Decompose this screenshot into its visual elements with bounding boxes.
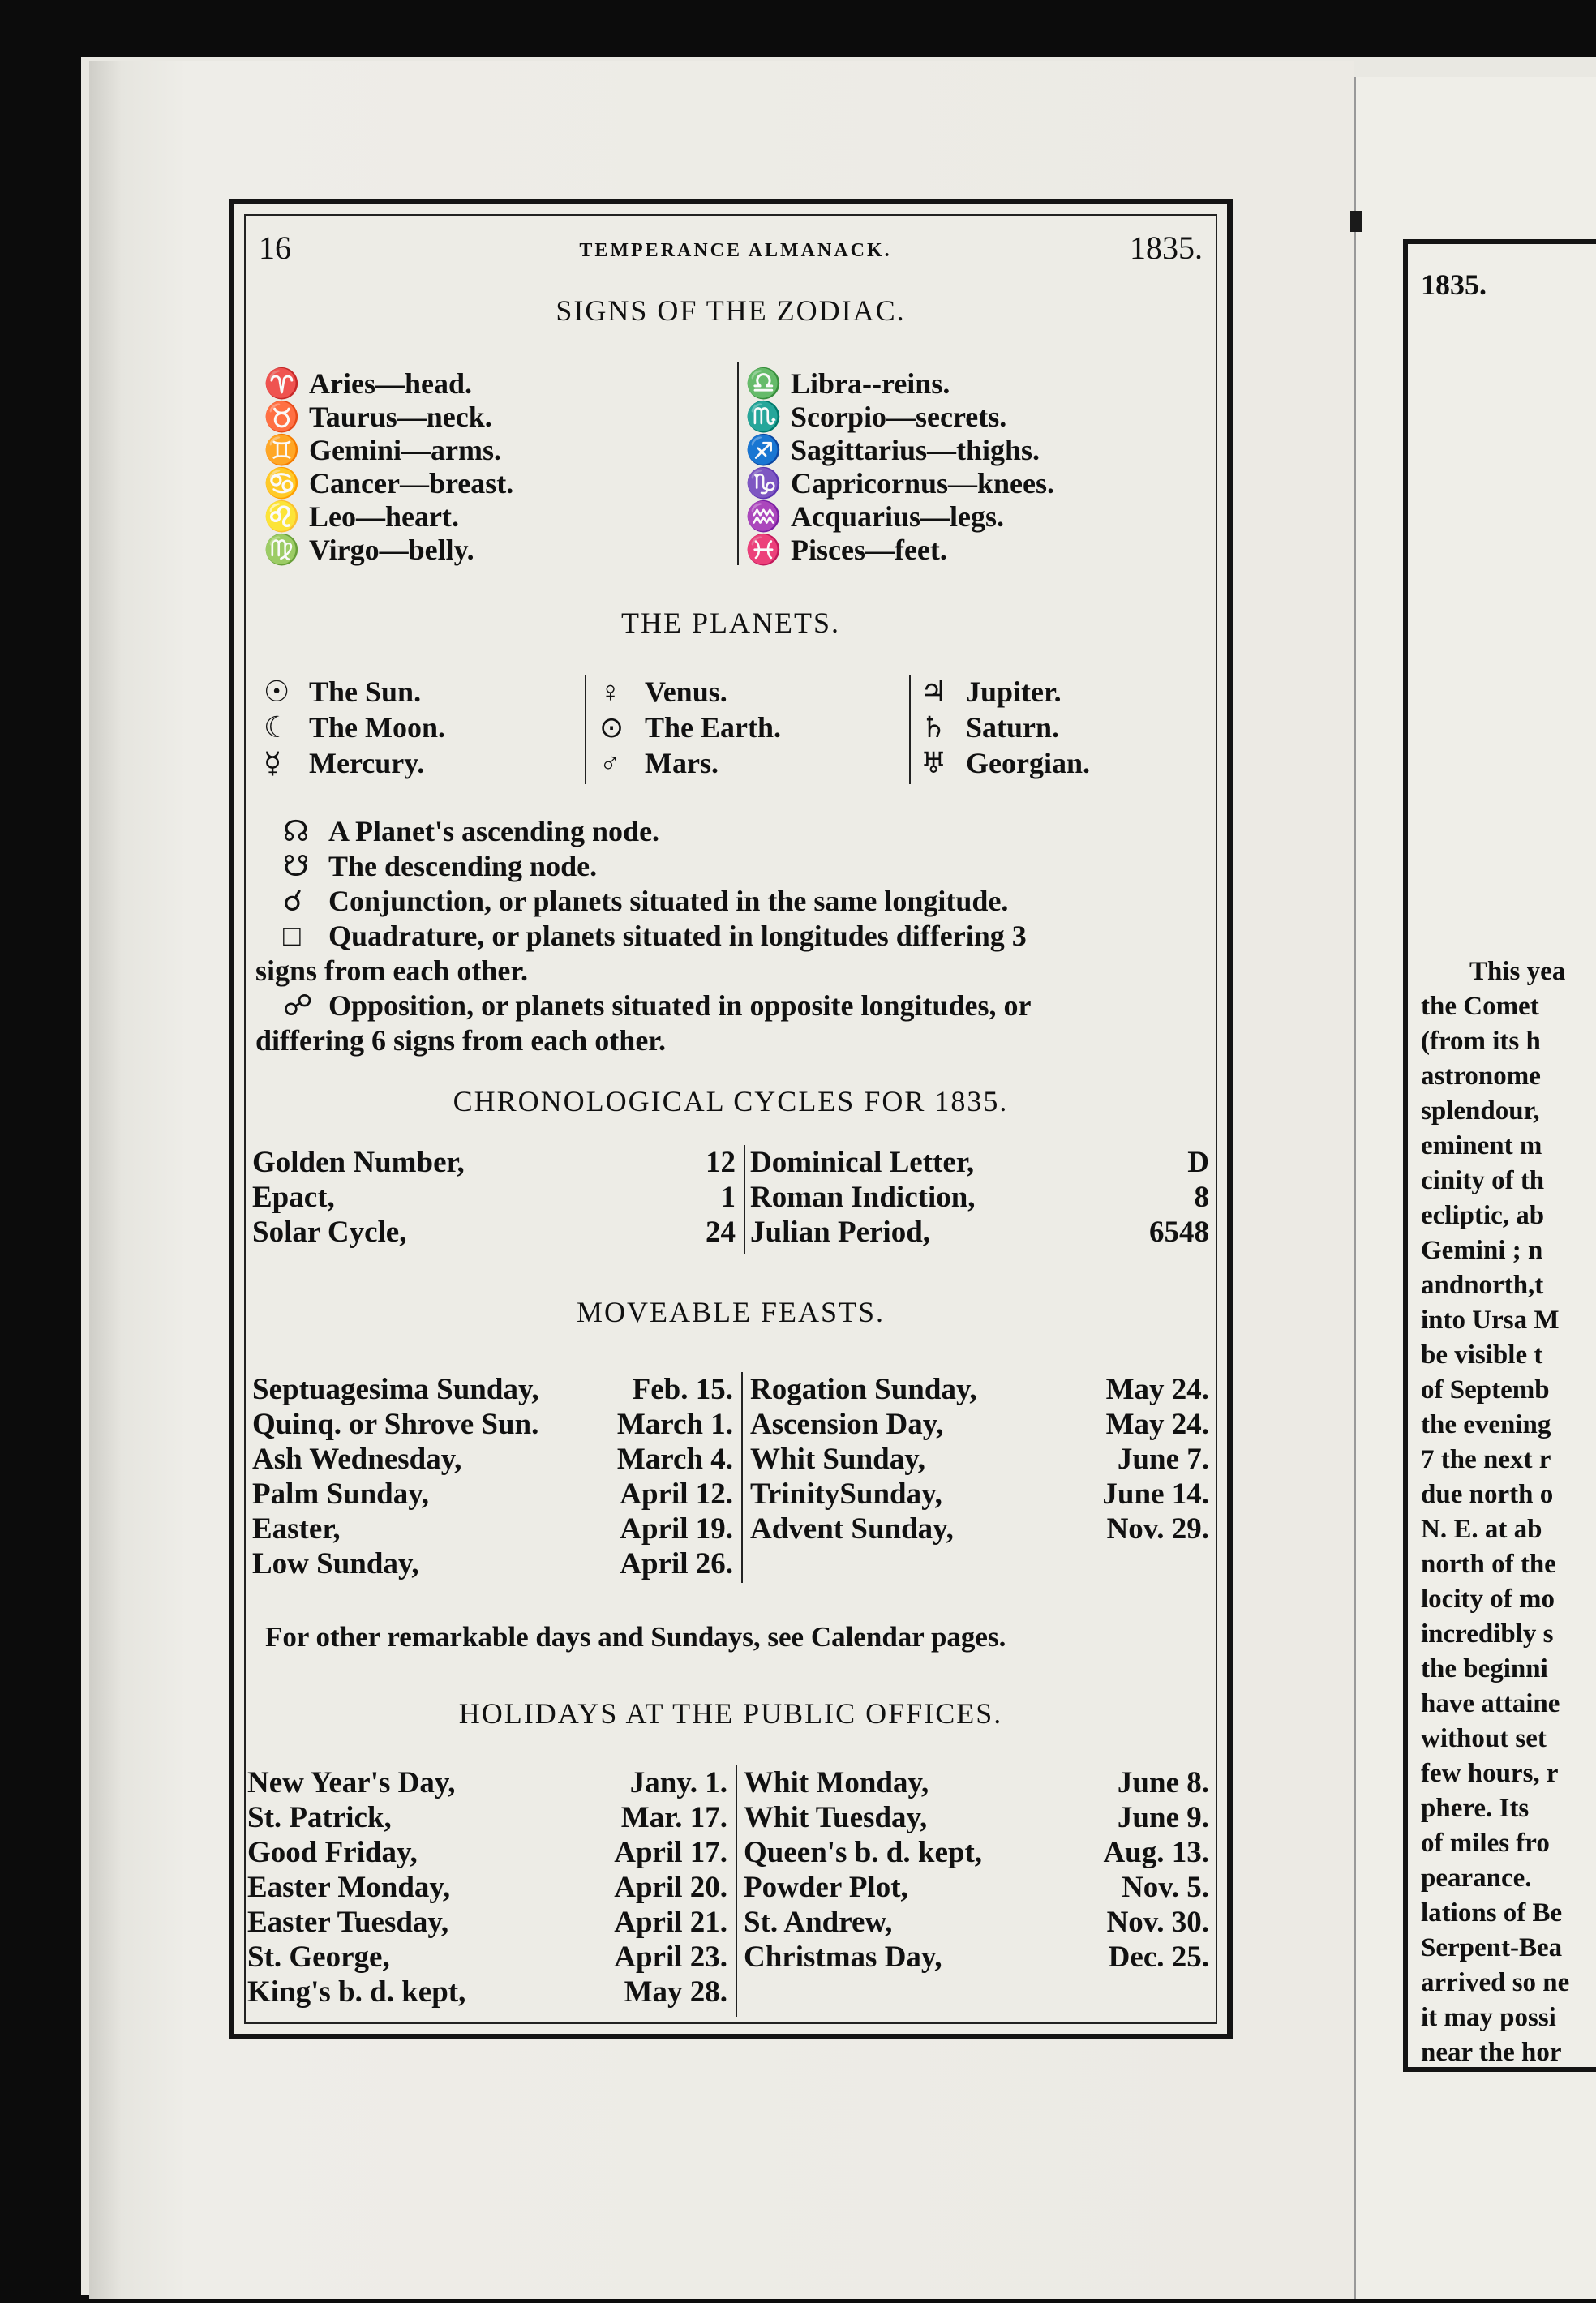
planet-symbol: ☿ xyxy=(264,747,282,779)
zodiac-sign xyxy=(264,367,472,401)
feasts-note: For other remarkable days and Sundays, see Calendar pages. xyxy=(265,1621,1006,1653)
cycle-left-label: Solar Cycle, xyxy=(252,1216,407,1249)
planet xyxy=(920,675,1062,709)
holiday-left-value: Jany. 1. xyxy=(629,1766,727,1799)
zodiac-sign-symbol: ♉ xyxy=(264,401,300,433)
aspect xyxy=(283,849,597,883)
planet xyxy=(599,746,719,780)
header-year: 1835. xyxy=(1130,229,1203,266)
facing-page-line: be visible t xyxy=(1421,1340,1543,1370)
facing-page-line: into Ursa M xyxy=(1421,1306,1560,1335)
feast-left-label: Ash Wednesday, xyxy=(252,1443,462,1476)
feast-right-label: Ascension Day, xyxy=(750,1408,944,1441)
facing-page-line: phere. Its xyxy=(1421,1794,1530,1823)
cycle-left-value: 24 xyxy=(706,1216,736,1249)
cycle-right-value: 8 xyxy=(1194,1181,1209,1214)
holiday-right-label: Christmas Day, xyxy=(744,1941,942,1974)
aspect xyxy=(283,814,659,848)
feast-right-label: Whit Sunday, xyxy=(750,1443,925,1476)
cycle-right-value: D xyxy=(1187,1146,1209,1179)
almanac-page-frame xyxy=(229,199,1233,2039)
planet xyxy=(264,710,445,744)
zodiac-sign xyxy=(264,466,513,500)
planet-label: Mercury. xyxy=(309,747,425,779)
holiday-right-label: St. Andrew, xyxy=(744,1906,893,1939)
holiday-right-label: Powder Plot, xyxy=(744,1871,908,1904)
feast-right-label: Advent Sunday, xyxy=(750,1512,954,1546)
planets-heading: THE PLANETS. xyxy=(621,607,840,639)
aspect-continuation: differing 6 signs from each other. xyxy=(255,1024,666,1057)
zodiac-sign-symbol: ♎ xyxy=(745,367,782,400)
planet xyxy=(599,710,781,744)
feast-right-value: Nov. 29. xyxy=(1106,1512,1209,1546)
feast-left-label: Septuagesima Sunday, xyxy=(252,1373,539,1406)
planet-symbol: ♃ xyxy=(920,675,947,708)
aspect-symbol: ☍ xyxy=(283,989,313,1022)
holiday-right-value: June 9. xyxy=(1117,1801,1209,1834)
zodiac-sign-label: Pisces—feet. xyxy=(791,534,947,566)
holiday-right-value: Nov. 30. xyxy=(1106,1906,1209,1939)
holiday-left-value: April 21. xyxy=(614,1906,727,1939)
facing-page-line: incredibly s xyxy=(1421,1619,1554,1649)
zodiac-sign-label: Libra--reins. xyxy=(791,367,950,400)
facing-page-line: This yea xyxy=(1469,957,1566,986)
facing-page-line: eminent m xyxy=(1421,1131,1542,1160)
planet-label: The Sun. xyxy=(309,675,422,708)
zodiac-heading: SIGNS OF THE ZODIAC. xyxy=(556,294,906,327)
holiday-left-label: Easter Monday, xyxy=(247,1871,451,1904)
holiday-left-label: King's b. d. kept, xyxy=(247,1975,466,2009)
holiday-left-label: St. George, xyxy=(247,1941,390,1974)
running-title: TEMPERANCE ALMANACK. xyxy=(579,240,892,261)
zodiac-sign-symbol: ♈ xyxy=(264,367,300,400)
zodiac-sign-label: Sagittarius—thighs. xyxy=(791,434,1040,466)
cycle-right-label: Dominical Letter, xyxy=(750,1146,975,1179)
facing-page-line: pearance. xyxy=(1421,1863,1532,1893)
facing-page-line: due north o xyxy=(1421,1480,1554,1509)
facing-page-year: 1835. xyxy=(1421,268,1487,301)
aspect-label: Conjunction, or planets situated in the same longitude. xyxy=(328,885,1009,917)
facing-page-line: few hours, r xyxy=(1421,1759,1559,1788)
facing-page-line: the evening xyxy=(1421,1410,1551,1439)
zodiac-sign xyxy=(745,433,1040,467)
aspect-symbol: ☊ xyxy=(283,815,309,847)
facing-page-line: cinity of th xyxy=(1421,1166,1545,1195)
holiday-right-value: Dec. 25. xyxy=(1108,1941,1209,1974)
cycle-left-value: 1 xyxy=(720,1181,736,1214)
feasts-heading: MOVEABLE FEASTS. xyxy=(576,1296,886,1328)
zodiac-sign xyxy=(264,533,474,567)
holiday-left-value: Mar. 17. xyxy=(620,1801,727,1834)
planet-symbol: ☾ xyxy=(264,711,290,744)
zodiac-sign xyxy=(745,367,950,401)
facing-page-line: have attaine xyxy=(1421,1689,1560,1718)
facing-page-line: lations of Be xyxy=(1421,1898,1563,1928)
holiday-left-label: New Year's Day, xyxy=(247,1766,456,1799)
cycle-left-value: 12 xyxy=(706,1146,736,1179)
planet-label: Saturn. xyxy=(966,711,1060,744)
feast-left-value: Feb. 15. xyxy=(632,1373,733,1406)
aspect-label: Opposition, or planets situated in opposite longitudes, or xyxy=(328,989,1032,1022)
planet-symbol: ♀ xyxy=(599,675,621,708)
facing-page-line: splendour, xyxy=(1421,1096,1540,1126)
planet-label: Mars. xyxy=(645,747,719,779)
aspect-symbol: ☋ xyxy=(283,850,309,882)
planet-symbol: ♄ xyxy=(920,711,947,744)
feast-right-value: June 7. xyxy=(1117,1443,1209,1476)
facing-page-line: the beginni xyxy=(1421,1654,1548,1683)
facing-page-line: astronome xyxy=(1421,1061,1541,1091)
feast-left-label: Low Sunday, xyxy=(252,1547,419,1580)
zodiac-sign-label: Aries—head. xyxy=(309,367,472,400)
zodiac-sign xyxy=(745,466,1054,500)
holiday-left-value: May 28. xyxy=(624,1975,727,2009)
facing-page-line: (from its h xyxy=(1421,1027,1541,1056)
aspect-symbol: ☌ xyxy=(283,885,303,917)
zodiac-sign xyxy=(264,400,492,434)
planets-divider-2 xyxy=(909,675,911,784)
aspect xyxy=(283,919,1027,953)
facing-page-line: N. E. at ab xyxy=(1421,1515,1542,1544)
feast-left-value: March 4. xyxy=(616,1443,733,1476)
feast-right-label: Rogation Sunday, xyxy=(750,1373,977,1406)
zodiac-sign-label: Acquarius—legs. xyxy=(791,500,1005,533)
holiday-left-label: St. Patrick, xyxy=(247,1801,392,1834)
planet xyxy=(599,675,727,709)
holiday-right-label: Queen's b. d. kept, xyxy=(744,1836,983,1869)
holiday-right-label: Whit Monday, xyxy=(744,1766,929,1799)
feast-right-value: May 24. xyxy=(1105,1408,1209,1441)
zodiac-sign-label: Scorpio—secrets. xyxy=(791,401,1007,433)
planet-label: Venus. xyxy=(645,675,727,708)
facing-page-line: andnorth,t xyxy=(1421,1271,1544,1300)
zodiac-sign-label: Virgo—belly. xyxy=(309,534,474,566)
planet-symbol: ♅ xyxy=(920,747,947,779)
facing-page-line: Serpent-Bea xyxy=(1421,1933,1563,1962)
zodiac-sign xyxy=(745,533,947,567)
facing-page-line: ecliptic, ab xyxy=(1421,1201,1545,1230)
facing-page-line: 7 the next r xyxy=(1421,1445,1551,1474)
zodiac-sign xyxy=(264,433,501,467)
planet-label: The Earth. xyxy=(645,711,782,744)
feast-left-value: March 1. xyxy=(616,1408,733,1441)
holiday-left-value: April 20. xyxy=(614,1871,727,1904)
feast-left-label: Easter, xyxy=(252,1512,341,1546)
feast-left-value: April 19. xyxy=(620,1512,733,1546)
facing-page-line: Gemini ; n xyxy=(1421,1236,1543,1265)
aspect-label: A Planet's ascending node. xyxy=(328,815,660,847)
cycles-heading: CHRONOLOGICAL CYCLES FOR 1835. xyxy=(453,1085,1009,1117)
feast-left-label: Palm Sunday, xyxy=(252,1477,429,1511)
facing-page-line: arrived so ne xyxy=(1421,1968,1570,1997)
holidays-divider xyxy=(736,1765,737,2017)
cycle-left-label: Epact, xyxy=(252,1181,335,1214)
zodiac-sign-symbol: ♑ xyxy=(745,467,782,500)
zodiac-sign-label: Capricornus—knees. xyxy=(791,467,1055,500)
zodiac-divider xyxy=(737,362,739,565)
holiday-right-value: June 8. xyxy=(1117,1766,1209,1799)
planet-label: Georgian. xyxy=(966,747,1090,779)
planet xyxy=(264,746,424,780)
zodiac-sign-symbol: ♊ xyxy=(264,434,300,466)
facing-page-line: near the hor xyxy=(1421,2038,1562,2067)
planet-symbol: ♂ xyxy=(599,747,621,779)
cycle-right-value: 6548 xyxy=(1149,1216,1209,1249)
page-number: 16 xyxy=(259,229,291,266)
zodiac-sign-symbol: ♋ xyxy=(264,467,300,500)
planet xyxy=(920,710,1059,744)
facing-page-line: north of the xyxy=(1421,1550,1556,1579)
holidays-heading: HOLIDAYS AT THE PUBLIC OFFICES. xyxy=(458,1697,1003,1730)
zodiac-sign-label: Taurus—neck. xyxy=(309,401,492,433)
feast-right-value: May 24. xyxy=(1105,1373,1209,1406)
holiday-right-value: Aug. 13. xyxy=(1103,1836,1209,1869)
zodiac-sign xyxy=(264,500,459,534)
zodiac-sign xyxy=(745,400,1006,434)
aspect-label: The descending node. xyxy=(328,850,598,882)
zodiac-sign-label: Cancer—breast. xyxy=(309,467,514,500)
zodiac-sign-symbol: ♐ xyxy=(745,434,782,466)
facing-page-line: the Comet xyxy=(1421,992,1539,1021)
planet-label: The Moon. xyxy=(309,711,446,744)
zodiac-sign-label: Gemini—arms. xyxy=(309,434,501,466)
holiday-right-label: Whit Tuesday, xyxy=(744,1801,928,1834)
planet xyxy=(920,746,1090,780)
feast-left-value: April 12. xyxy=(620,1477,733,1511)
planet-symbol: ⊙ xyxy=(599,711,624,744)
holiday-left-label: Good Friday, xyxy=(247,1836,418,1869)
running-header xyxy=(259,229,1212,277)
feast-right-label: TrinitySunday, xyxy=(750,1477,942,1511)
aspect xyxy=(283,989,1032,1023)
aspect-continuation: signs from each other. xyxy=(255,954,528,987)
cycle-right-label: Julian Period, xyxy=(750,1216,931,1249)
feast-left-value: April 26. xyxy=(620,1547,733,1580)
facing-page-line: it may possi xyxy=(1421,2003,1556,2032)
holiday-left-value: April 17. xyxy=(614,1836,727,1869)
zodiac-sign xyxy=(745,500,1004,534)
facing-page-line: of miles fro xyxy=(1421,1829,1550,1858)
planet-symbol: ☉ xyxy=(264,675,290,708)
planet xyxy=(264,675,421,709)
feast-left-label: Quinq. or Shrove Sun. xyxy=(252,1408,539,1441)
spine-mark xyxy=(1350,211,1362,232)
zodiac-sign-symbol: ♓ xyxy=(745,534,782,566)
planets-divider-1 xyxy=(585,675,586,784)
aspect-label: Quadrature, or planets situated in longitudes differing 3 xyxy=(328,920,1027,952)
holiday-right-value: Nov. 5. xyxy=(1122,1871,1209,1904)
aspect xyxy=(283,884,1008,918)
holiday-left-label: Easter Tuesday, xyxy=(247,1906,449,1939)
cycle-right-label: Roman Indiction, xyxy=(750,1181,976,1214)
planet-label: Jupiter. xyxy=(966,675,1062,708)
facing-page-line: locity of mo xyxy=(1421,1585,1555,1614)
zodiac-sign-symbol: ♍ xyxy=(264,534,300,566)
zodiac-sign-symbol: ♒ xyxy=(745,500,782,533)
zodiac-sign-label: Leo—heart. xyxy=(309,500,459,533)
feasts-divider xyxy=(741,1372,743,1583)
zodiac-sign-symbol: ♏ xyxy=(745,401,782,433)
zodiac-sign-symbol: ♌ xyxy=(264,500,300,533)
facing-page-line: without set xyxy=(1421,1724,1547,1753)
aspect-symbol: □ xyxy=(283,920,301,952)
feast-right-value: June 14. xyxy=(1102,1477,1209,1511)
cycles-divider xyxy=(744,1145,745,1254)
cycle-left-label: Golden Number, xyxy=(252,1146,465,1179)
facing-page-line: of Septemb xyxy=(1421,1375,1550,1405)
holiday-left-value: April 23. xyxy=(614,1941,727,1974)
